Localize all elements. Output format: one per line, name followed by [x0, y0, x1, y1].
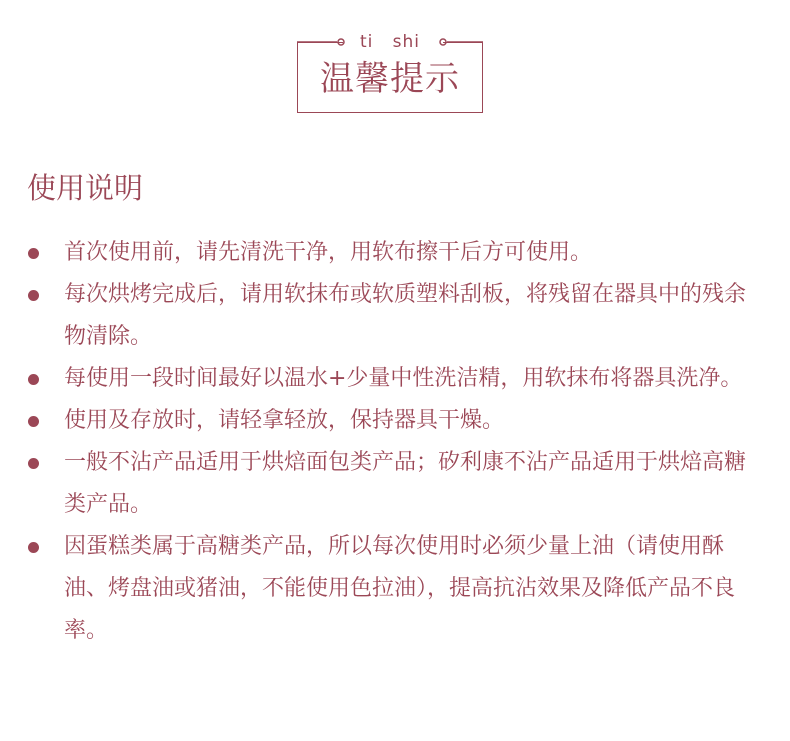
list-item	[27, 526, 767, 652]
list-item-text: 使用及存放时，请轻拿轻放，保持器具干燥。	[64, 408, 505, 433]
header-title: 温馨提示	[320, 59, 460, 99]
header-subtitle: ti shi	[360, 32, 420, 52]
list-item-text: 每使用一段时间最好以温水+少量中性洗洁精，用软抹布将器具洗净。	[64, 366, 743, 391]
bullet-dot-icon	[28, 458, 39, 469]
instruction-list	[27, 232, 767, 652]
list-item-text: 每次烘烤完成后，请用软抹布或软质塑料刮板，将残留在器具中的残余物清除。	[64, 282, 747, 349]
bullet-dot-icon	[28, 248, 39, 259]
list-item	[27, 358, 767, 400]
bullet-dot-icon	[28, 374, 39, 385]
list-item-text: 因蛋糕类属于高糖类产品，所以每次使用时必须少量上油（请使用酥油、烤盘油或猪油，不能使用色拉油），提高抗沾效果及降低产品不良率。	[64, 534, 736, 643]
bullet-dot-icon	[28, 416, 39, 427]
list-item	[27, 232, 767, 274]
list-item	[27, 400, 767, 442]
list-item	[27, 442, 767, 526]
section-title: 使用说明	[27, 171, 144, 205]
bullet-dot-icon	[28, 290, 39, 301]
list-item-text: 首次使用前，请先清洗干净，用软布擦干后方可使用。	[64, 240, 593, 265]
list-item	[27, 274, 767, 358]
list-item-text: 一般不沾产品适用于烘焙面包类产品；矽利康不沾产品适用于烘焙高糖类产品。	[64, 450, 747, 517]
bullet-dot-icon	[28, 542, 39, 553]
